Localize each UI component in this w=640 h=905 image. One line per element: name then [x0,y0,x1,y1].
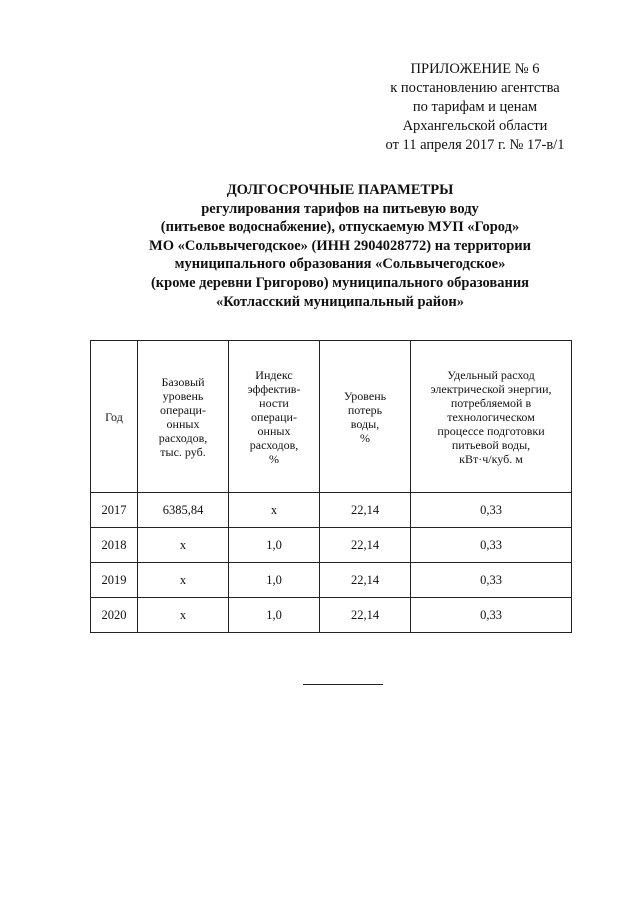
cell-energy-consumption: 0,33 [411,493,572,528]
cell-year: 2019 [91,563,138,598]
cell-base-costs: х [138,528,229,563]
title-line: ДОЛГОСРОЧНЫЕ ПАРАМЕТРЫ [226,182,454,198]
cell-efficiency-index: 1,0 [229,563,320,598]
title-line: (питьевое водоснабжение), отпускаемую МУП «Город» [160,219,520,236]
cell-water-loss: 22,14 [320,528,411,563]
cell-efficiency-index: 1,0 [229,528,320,563]
cell-year: 2017 [91,493,138,528]
cell-efficiency-index: 1,0 [229,598,320,633]
cell-year: 2020 [91,598,138,633]
cell-base-costs: х [138,598,229,633]
header-water-loss: Уровень потерь воды, % [320,341,411,493]
title-line: (кроме деревни Григорово) муниципального образования [150,274,530,291]
appendix-line: к постановлению агентства [390,80,560,96]
appendix-line: Архангельской области [402,118,548,134]
cell-water-loss: 22,14 [320,563,411,598]
appendix-heading [360,60,590,155]
appendix-date-line: от 11 апреля 2017 г. № 17-в/1 [385,137,565,153]
header-efficiency-index: Индекс эффектив- ности операци- онных расходов, % [229,341,320,493]
header-energy-consumption: Удельный расход электрической энергии, потребляемой в технологическом процессе подготовки питьевой воды, кВт·ч/куб. м [411,341,572,493]
table-row [91,563,572,598]
title-line: муниципального образования «Сольвычегодское» [174,256,506,273]
appendix-number: ПРИЛОЖЕНИЕ № 6 [410,61,540,77]
document-title [90,181,590,311]
title-line: «Котласский муниципальный район» [215,293,465,310]
parameters-table [90,340,572,633]
header-base-costs: Базовый уровень операци- онных расходов, тыс. руб. [138,341,229,493]
cell-energy-consumption: 0,33 [411,528,572,563]
title-line: регулирования тарифов на питьевую воду [201,200,479,217]
cell-energy-consumption: 0,33 [411,563,572,598]
cell-water-loss: 22,14 [320,493,411,528]
header-year: Год [91,341,138,493]
closing-divider-line [303,684,383,685]
appendix-line: по тарифам и ценам [412,99,538,115]
cell-base-costs: 6385,84 [138,493,229,528]
cell-year: 2018 [91,528,138,563]
cell-base-costs: х [138,563,229,598]
table-header-row [91,341,572,493]
cell-energy-consumption: 0,33 [411,598,572,633]
cell-efficiency-index: х [229,493,320,528]
table-row [91,493,572,528]
title-line: МО «Сольвычегодское» (ИНН 2904028772) на территории [149,237,531,254]
table-row [91,598,572,633]
table-row [91,528,572,563]
cell-water-loss: 22,14 [320,598,411,633]
